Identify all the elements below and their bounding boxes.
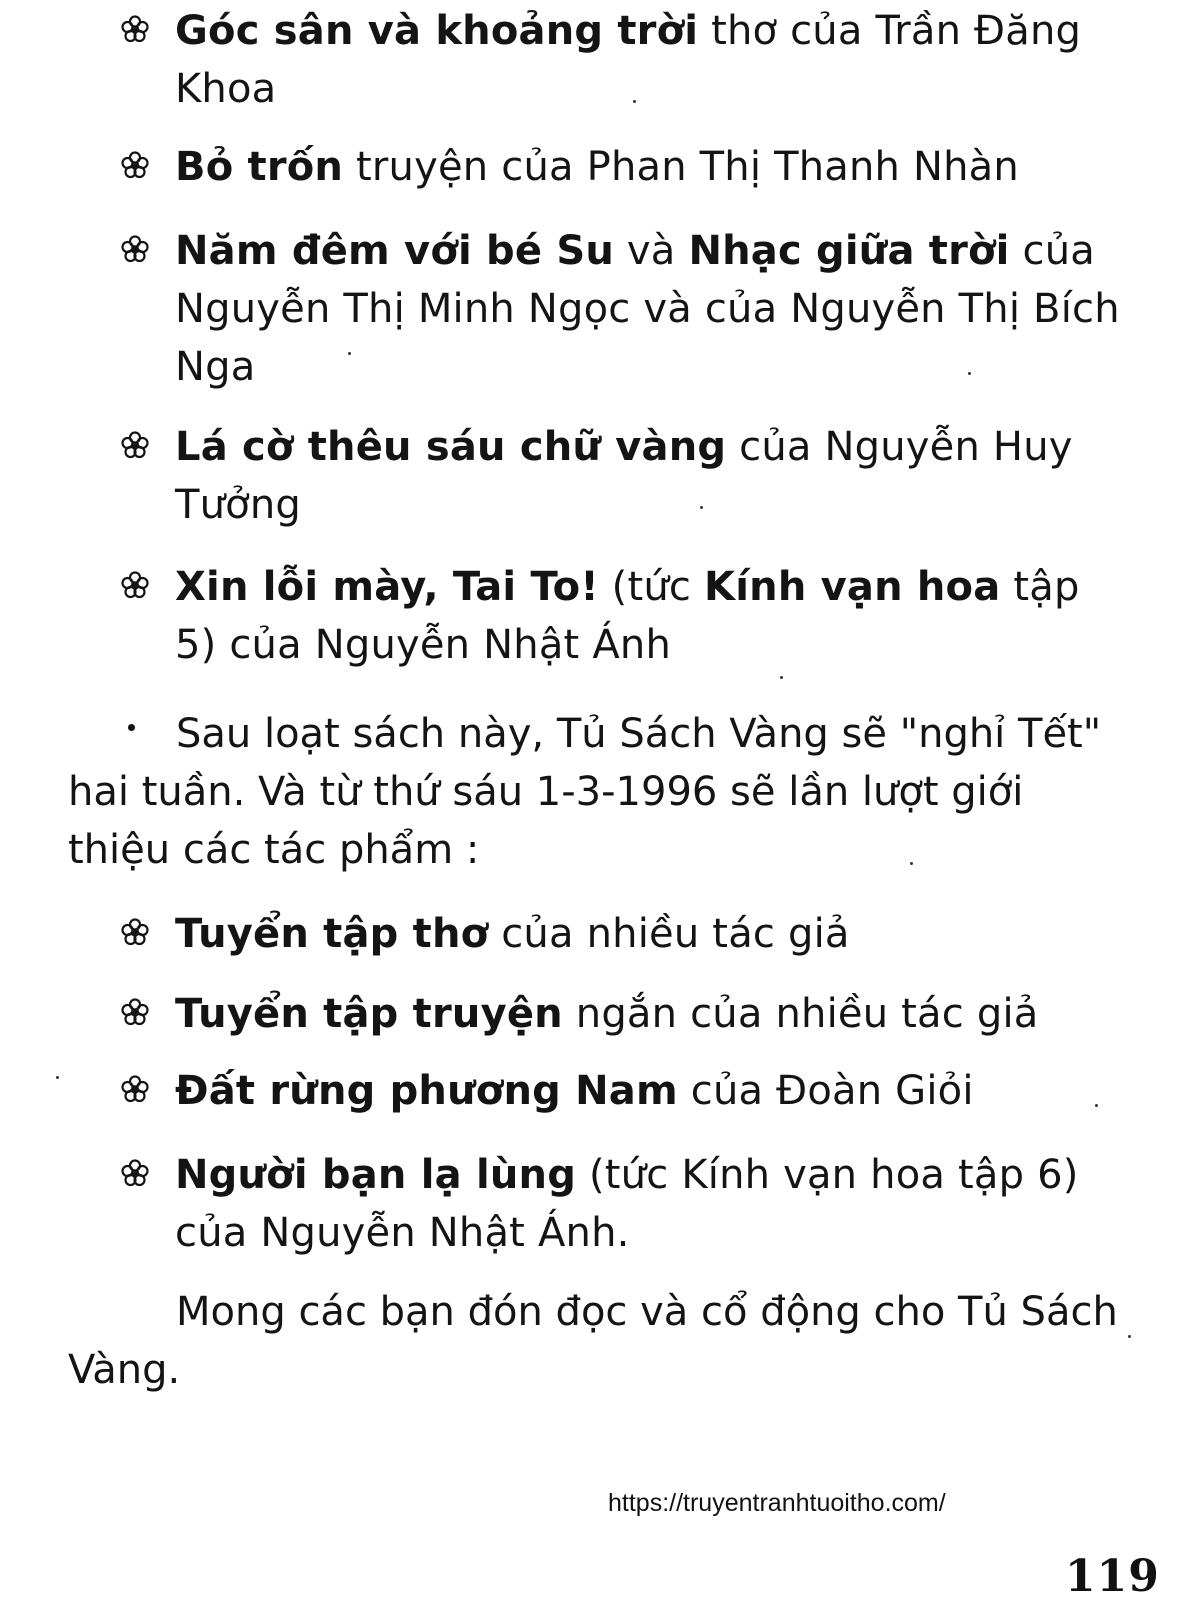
list-item-text bbox=[175, 2, 1120, 118]
scan-speck bbox=[1095, 1104, 1098, 1107]
book-title: Góc sân và khoảng trời bbox=[175, 8, 699, 54]
book-title: Lá cờ thêu sáu chữ vàng bbox=[175, 424, 727, 470]
flower-icon bbox=[120, 1074, 150, 1104]
flower-icon bbox=[120, 14, 150, 44]
scan-speck bbox=[1128, 1335, 1131, 1338]
scan-speck bbox=[780, 676, 783, 679]
book-title: Bỏ trốn bbox=[175, 144, 344, 190]
book-description: của nhiều tác giả bbox=[488, 911, 850, 957]
source-url: https://truyentranhtuoitho.com/ bbox=[608, 1489, 946, 1517]
book-description: ngắn của nhiều tác giả bbox=[562, 991, 1039, 1037]
flower-icon bbox=[120, 1158, 150, 1188]
page-number: 119 bbox=[1065, 1551, 1160, 1602]
closing-paragraph: Mong các bạn đón đọc và cổ động cho Tủ Sách Vàng. bbox=[68, 1289, 1118, 1393]
list-item-text bbox=[175, 1062, 1120, 1120]
list-item-text bbox=[175, 138, 1120, 196]
book-description: tập 5) của Nguyễn Nhật Ánh bbox=[175, 564, 1080, 668]
scan-speck bbox=[700, 506, 703, 509]
book-title: Tuyển tập truyện bbox=[175, 991, 563, 1037]
flower-icon bbox=[120, 917, 150, 947]
flower-icon bbox=[120, 997, 150, 1027]
scan-speck bbox=[910, 862, 913, 865]
book-description: truyện của Phan Thị Thanh Nhàn bbox=[343, 144, 1019, 190]
book-description: của Đoàn Giỏi bbox=[677, 1068, 974, 1114]
scan-speck bbox=[348, 352, 351, 355]
scan-speck bbox=[968, 372, 971, 375]
book-title: Tuyển tập thơ bbox=[175, 911, 489, 957]
connector-text: và bbox=[614, 228, 689, 274]
list-item-text bbox=[175, 905, 1120, 963]
book-title: Đất rừng phương Nam bbox=[175, 1068, 678, 1114]
book-title-2: Kính vạn hoa bbox=[704, 564, 1001, 610]
list-item-text bbox=[175, 418, 1120, 534]
book-description: thơ của Trần Đăng Khoa bbox=[175, 8, 1082, 112]
announcement-paragraph: Sau loạt sách này, Tủ Sách Vàng sẽ "nghỉ Tết" hai tuần. Và từ thứ sáu 1-3-1996 sẽ lần lượt giới thiệu các tác phẩm : bbox=[68, 711, 1102, 873]
scan-speck bbox=[56, 1076, 59, 1079]
flower-icon bbox=[120, 234, 150, 264]
list-item-text bbox=[175, 558, 1120, 674]
book-description: của Nguyễn Huy Tưởng bbox=[175, 424, 1073, 528]
list-item-text bbox=[175, 985, 1120, 1043]
book-title-2: Nhạc giữa trời bbox=[688, 228, 1010, 274]
scan-speck bbox=[633, 100, 636, 103]
book-description: (tức Kính vạn hoa tập 6) của Nguyễn Nhật Ánh. bbox=[175, 1152, 1079, 1256]
book-title: Xin lỗi mày, Tai To! bbox=[175, 564, 599, 610]
connector-text: (tức bbox=[598, 564, 705, 610]
list-item-text bbox=[175, 1146, 1120, 1262]
flower-icon bbox=[120, 150, 150, 180]
flower-icon bbox=[120, 570, 150, 600]
flower-icon bbox=[120, 430, 150, 460]
book-title: Năm đêm với bé Su bbox=[175, 228, 615, 274]
book-title: Người bạn lạ lùng bbox=[175, 1152, 577, 1198]
book-description: của Nguyễn Thị Minh Ngọc và của Nguyễn Thị Bích Nga bbox=[175, 228, 1120, 390]
list-item-text bbox=[175, 222, 1120, 396]
